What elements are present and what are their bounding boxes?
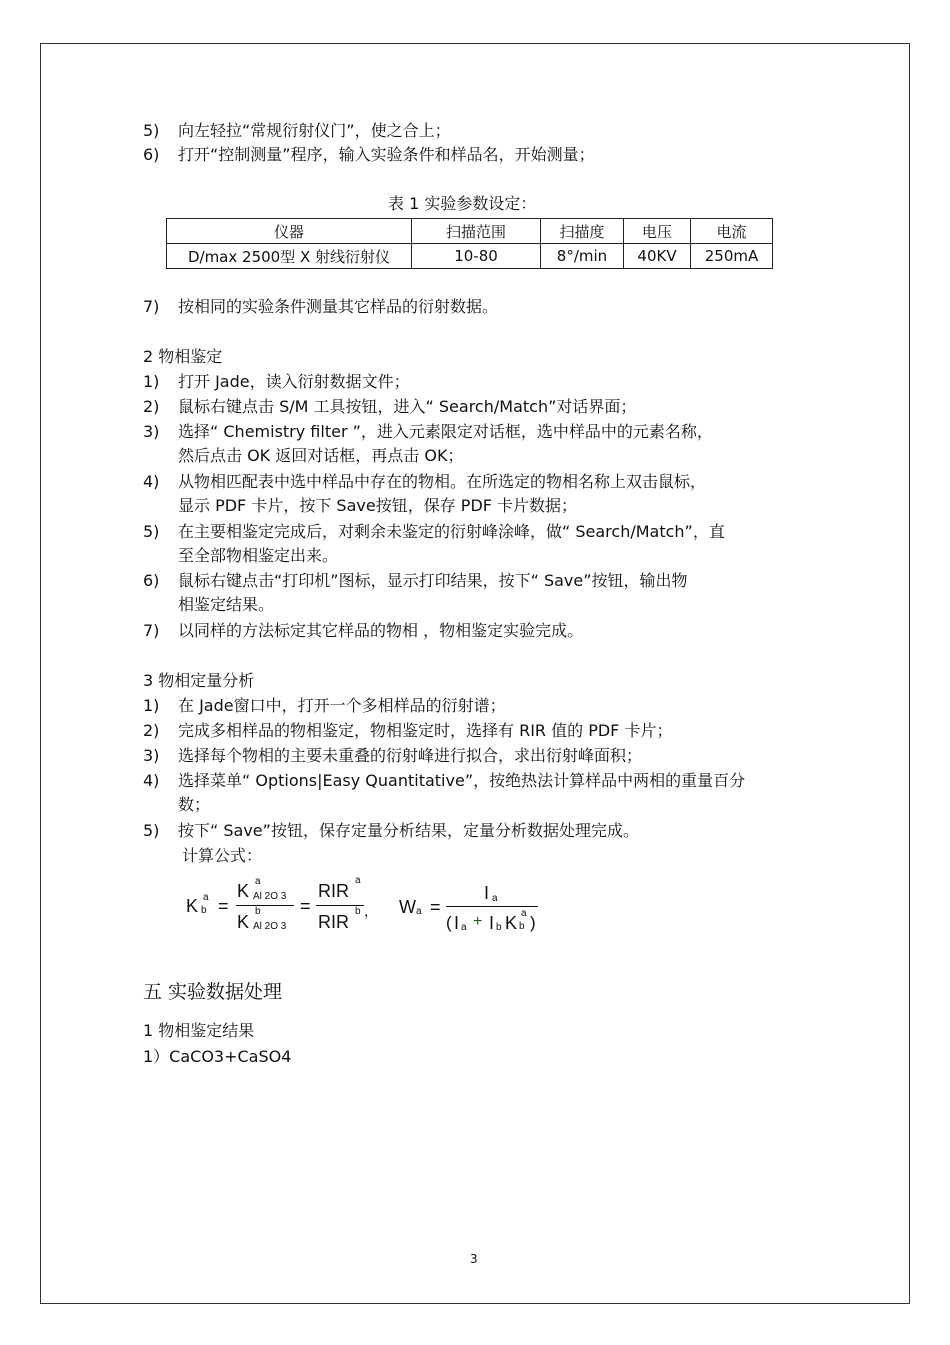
formula-sub-a: a: [461, 922, 467, 933]
step-number: 7): [143, 297, 160, 316]
list-number: 4): [143, 472, 160, 491]
list-number: 1): [143, 372, 160, 391]
formula-sup-a: a: [521, 908, 527, 919]
table-cell: 10-80: [412, 244, 541, 269]
list-item-continued: 相鉴定结果。: [178, 595, 275, 614]
list-number: 2): [143, 397, 160, 416]
section-title: 2 物相鉴定: [143, 347, 223, 366]
formula-sub-a: a: [492, 893, 498, 904]
table-header-cell: 电流: [691, 219, 773, 244]
list-item-continued: 然后点击 OK 返回对话框，再点击 OK；: [178, 446, 464, 465]
page-number: 3: [470, 1252, 478, 1266]
list-item: 从物相匹配表中选中样品中存在的物相。在所选定的物相名称上双击鼠标，: [178, 472, 707, 491]
formula-left-paren: (: [446, 913, 452, 932]
list-number: 3): [143, 422, 160, 441]
formula-comma: ，: [364, 903, 378, 919]
list-number: 4): [143, 771, 160, 790]
formula-sub-al2o3: Al 2O 3: [253, 921, 287, 932]
list-item-continued: 数；: [178, 795, 211, 814]
table-cell: 250mA: [691, 244, 773, 269]
list-number: 5): [143, 821, 160, 840]
list-item: 选择菜单“ Options|Easy Quantitative”，按绝热法计算样品中两相的重量百分: [178, 771, 746, 790]
list-item: 以同样的方法标定其它样品的物相 ，物相鉴定实验完成。: [178, 621, 584, 640]
formula-i: I: [484, 883, 490, 903]
result-text: 1）CaCO3+CaSO4: [143, 1047, 292, 1066]
list-item: 打开 Jade，读入衍射数据文件；: [178, 372, 410, 391]
table-row: [167, 244, 773, 269]
subsection-title: 1 物相鉴定结果: [143, 1021, 255, 1040]
formula-equals: =: [430, 897, 441, 917]
formula-sup-b: b: [255, 906, 261, 917]
list-number: 2): [143, 721, 160, 740]
table-header-cell: 电压: [624, 219, 691, 244]
formula-sub-al2o3: Al 2O 3: [253, 891, 287, 902]
list-item-continued: 至全部物相鉴定出来。: [178, 546, 339, 565]
list-item: 在主要相鉴定完成后，对剩余未鉴定的衍射峰涂峰，做“ Search/Match”，直: [178, 522, 725, 541]
formula-sub-b: b: [201, 905, 207, 916]
formula-i: I: [489, 913, 495, 933]
formula-i: I: [454, 913, 460, 933]
formula-plus: +: [473, 913, 483, 930]
list-item: 鼠标右键点击“打印机”图标，显示打印结果，按下“ Save”按钮，输出物: [178, 571, 688, 590]
list-item: 在 Jade窗口中，打开一个多相样品的衍射谱；: [178, 696, 506, 715]
formula-label: 计算公式：: [182, 846, 263, 865]
table-cell: D/max 2500型 X 射线衍射仪: [167, 244, 412, 269]
formula-sub-b: b: [496, 922, 502, 933]
step-text: 打开“控制测量”程序，输入实验条件和样品名，开始测量；: [178, 145, 595, 164]
step-text: 按相同的实验条件测量其它样品的衍射数据。: [178, 297, 499, 316]
list-number: 6): [143, 571, 160, 590]
formula-sup-a: a: [355, 875, 361, 886]
formula-k: K: [237, 881, 250, 901]
formula-k: K: [186, 896, 199, 916]
table-cell: 40KV: [624, 244, 691, 269]
list-number: 1): [143, 696, 160, 715]
list-number: 3): [143, 746, 160, 765]
formula-equals: =: [218, 896, 229, 916]
formula-k: K: [505, 913, 518, 933]
formula-sup-b: b: [355, 906, 361, 917]
formula-equals: =: [300, 896, 311, 916]
list-item: 选择“ Chemistry filter ”，进入元素限定对话框，选中样品中的元素名称，: [178, 422, 713, 441]
step-number: 6): [143, 145, 160, 164]
formula-sub-b: b: [519, 921, 525, 932]
step-text: 向左轻拉“常规衍射仪门”，使之合上；: [178, 121, 451, 140]
list-number: 7): [143, 621, 160, 640]
table-header-cell: 扫描范围: [412, 219, 541, 244]
formula-sub-a: a: [416, 906, 422, 917]
table-caption: 表 1 实验参数设定：: [388, 194, 537, 213]
fraction-bar: [236, 905, 294, 906]
table-cell: 8°/min: [541, 244, 624, 269]
list-number: 5): [143, 522, 160, 541]
table-header-cell: 扫描度: [541, 219, 624, 244]
formula-rir: RIR: [318, 912, 349, 932]
formula-rir: RIR: [318, 881, 349, 901]
list-item: 选择每个物相的主要未重叠的衍射峰进行拟合，求出衍射峰面积；: [178, 746, 643, 765]
formula-sup-a: a: [203, 892, 209, 903]
list-item: 按下“ Save”按钮，保存定量分析结果，定量分析数据处理完成。: [178, 821, 639, 840]
list-item-continued: 显示 PDF 卡片，按下 Save按钮，保存 PDF 卡片数据；: [178, 496, 578, 515]
fraction-bar: [446, 906, 538, 907]
step-number: 5): [143, 121, 160, 140]
table-header-cell: 仪器: [167, 219, 412, 244]
chapter-heading: 五 实验数据处理: [143, 981, 283, 1003]
table-header-row: [167, 219, 773, 244]
formula-w: W: [399, 897, 416, 917]
formula-sup-a: a: [255, 876, 261, 887]
formula-k: K: [237, 912, 250, 932]
list-item: 完成多相样品的物相鉴定，物相鉴定时，选择有 RIR 值的 PDF 卡片；: [178, 721, 673, 740]
formula-right-paren: ): [530, 913, 536, 932]
parameter-table: [166, 218, 773, 269]
section-title: 3 物相定量分析: [143, 671, 255, 690]
list-item: 鼠标右键点击 S/M 工具按钮，进入“ Search/Match”对话界面；: [178, 397, 637, 416]
